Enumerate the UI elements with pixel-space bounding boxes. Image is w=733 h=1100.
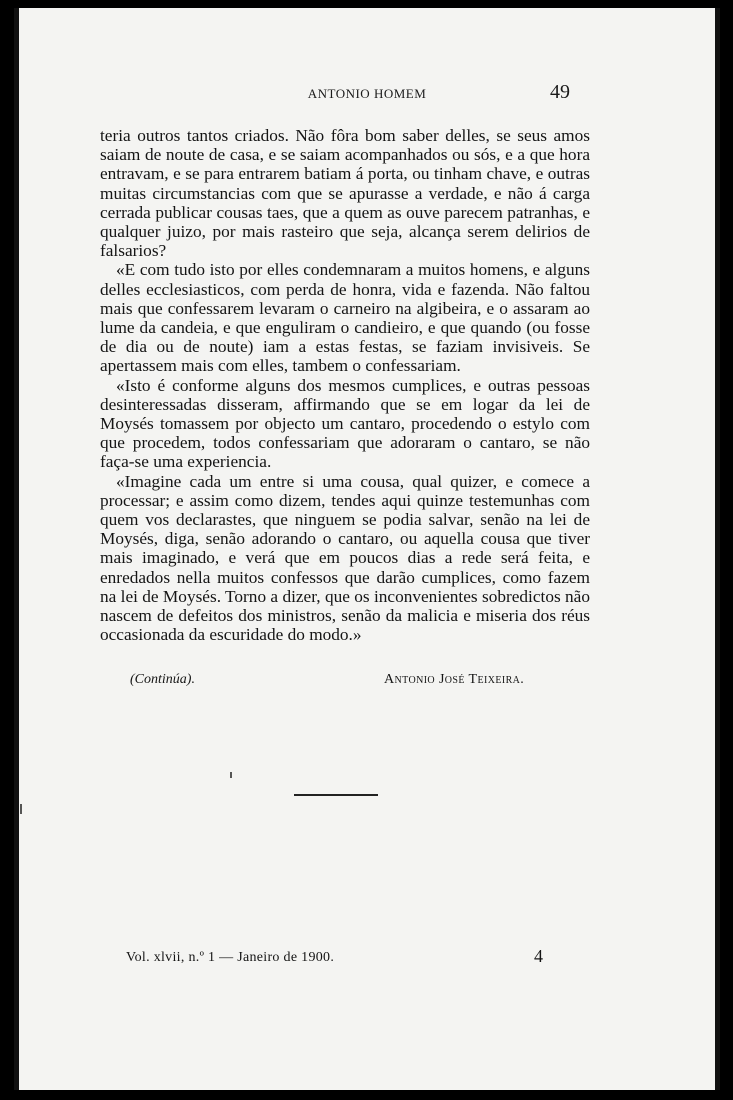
section-rule xyxy=(294,794,378,796)
continues-note: (Continúa). xyxy=(130,672,195,687)
scan-edge-right xyxy=(715,8,720,1090)
printer-signature: 4 xyxy=(534,946,543,966)
scan-speck xyxy=(20,804,22,814)
page-number: 49 xyxy=(550,81,570,103)
paragraph: «E com tudo isto por elles condemnaram a muitos homens, e alguns delles ecclesiasticos, com perda de honra, vida e fazenda. Não faltou mais que confessarem levaram o carneiro na algibeira, e o assaram ao lume da candeia, e que enguliram o candieiro, e que quando (ou fosse de dia ou de noute) iam a estas festas, se faziam invisiveis. Se apertassem mais com elles, tambem o confessariam. xyxy=(100,260,590,376)
volume-line: Vol. xlvii, n.º 1 — Janeiro de 1900. xyxy=(126,950,335,965)
scan-speck xyxy=(230,772,232,778)
page xyxy=(14,8,720,1090)
paragraph: «Imagine cada um entre si uma cousa, qual quizer, e comece a processar; e assim como dizem, tendes aqui quinze testemunhas com quem vos declarastes, que ninguem se podia salvar, senão na lei de Moysés, diga, senão adorando o cantaro, ou aquella cousa que tiver mais imaginado, e verá que em poucos dias a rede será feita, e enredados nella muitos confessos que darão cumplices, como fazem na lei de Moysés. Torno a dizer, que os inconvenientes sobredictos não nascem de defeitos dos ministros, senão da malicia e miseria dos réus occasionada da escuridade do modo.» xyxy=(100,471,590,645)
paragraph: «Isto é conforme alguns dos mesmos cumplices, e outras pessoas desinteressadas disseram, affirmando que se em logar da lei de Moysés tomassem por objecto um cantaro, procedendo o estylo com que procedem, todos confessariam que adoraram o cantaro, se não faça-se uma experiencia. xyxy=(100,375,590,472)
author-name: Antonio José Teixeira. xyxy=(384,672,525,687)
scan-edge-left xyxy=(14,8,19,1090)
running-title: ANTONIO HOMEM xyxy=(307,86,427,101)
paragraph: teria outros tantos criados. Não fôra bom saber delles, se seus amos saiam de noute de casa, e se saiam acompanhados ou sós, e a que hora entravam, e se para entrarem batiam á porta, ou tinham chave, e outras muitas circumstancias com que se apurasse a verdade, e não á carga cerrada publicar cousas taes, que a quem as ouve parecem patranhas, e qualquer juizo, por mais rasteiro que seja, alcança serem delirios de falsarios? xyxy=(100,126,590,261)
body-text xyxy=(100,126,590,644)
